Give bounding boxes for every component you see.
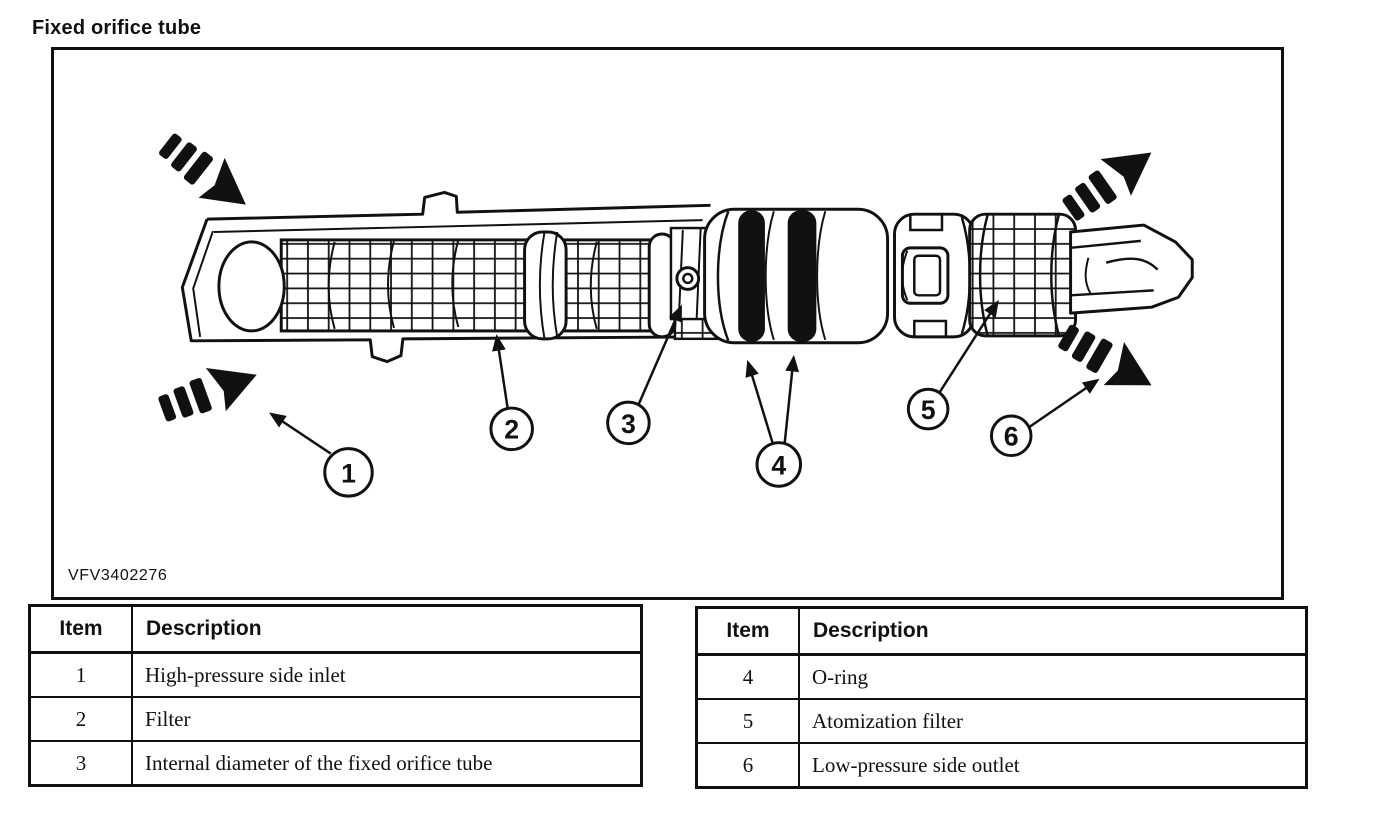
outlet-flow-arrow-top [1055, 133, 1165, 230]
leader-4a [748, 363, 773, 444]
svg-text:5: 5 [920, 394, 936, 425]
fixed-orifice-tube-diagram [54, 50, 1281, 597]
item-number: 6 [697, 743, 800, 788]
header-description: Description [132, 606, 642, 653]
legend-table-right [695, 606, 1308, 789]
callout-6 [991, 416, 1031, 456]
inlet-flow-arrow-bottom [154, 352, 265, 431]
callout-5 [908, 389, 948, 429]
header-item: Item [697, 608, 800, 655]
page-title: Fixed orifice tube [32, 17, 202, 39]
item-description: Low-pressure side outlet [799, 743, 1307, 788]
table-header-row [697, 608, 1307, 655]
item-description: Atomization filter [799, 699, 1307, 743]
table-row [30, 653, 642, 698]
svg-text:1: 1 [341, 458, 356, 489]
callout-3 [608, 402, 650, 444]
item-description: High-pressure side inlet [132, 653, 642, 698]
leader-1 [271, 414, 330, 454]
svg-text:3: 3 [621, 408, 636, 439]
legend-table-left [28, 604, 643, 787]
item-number: 3 [30, 741, 133, 786]
leader-6 [1028, 380, 1097, 427]
table-row [697, 655, 1307, 700]
callout-2 [491, 408, 533, 450]
figure-id: VFV3402276 [68, 567, 168, 584]
outlet-flow-arrow-bottom [1052, 314, 1163, 406]
filter-end-cap [219, 242, 284, 331]
o-ring-2 [788, 210, 817, 342]
figure-box [51, 47, 1284, 600]
header-item: Item [30, 606, 133, 653]
item-number: 4 [697, 655, 800, 700]
table-row [30, 741, 642, 786]
orifice-ring-bore [683, 274, 692, 283]
item-number: 1 [30, 653, 133, 698]
item-description: Internal diameter of the fixed orifice tube [132, 741, 642, 786]
table-row [30, 697, 642, 741]
outlet-tube [1071, 225, 1193, 313]
leader-2 [497, 337, 508, 409]
o-ring-1 [738, 210, 765, 342]
table-row [697, 743, 1307, 788]
table-header-row [30, 606, 642, 653]
header-description: Description [799, 608, 1307, 655]
item-number: 5 [697, 699, 800, 743]
main-body [705, 209, 888, 343]
svg-text:4: 4 [771, 450, 787, 481]
item-number: 2 [30, 697, 133, 741]
inlet-flow-arrow-top [152, 124, 261, 224]
callout-1 [325, 449, 372, 496]
item-description: O-ring [799, 655, 1307, 700]
table-row [697, 699, 1307, 743]
callouts [325, 389, 1031, 496]
atomization-filter-mesh [970, 214, 1076, 336]
svg-text:6: 6 [1003, 421, 1019, 452]
item-description: Filter [132, 697, 642, 741]
svg-text:2: 2 [504, 414, 520, 445]
leader-4b [785, 358, 794, 443]
castellated-collar [895, 214, 974, 337]
callout-4 [757, 443, 801, 487]
